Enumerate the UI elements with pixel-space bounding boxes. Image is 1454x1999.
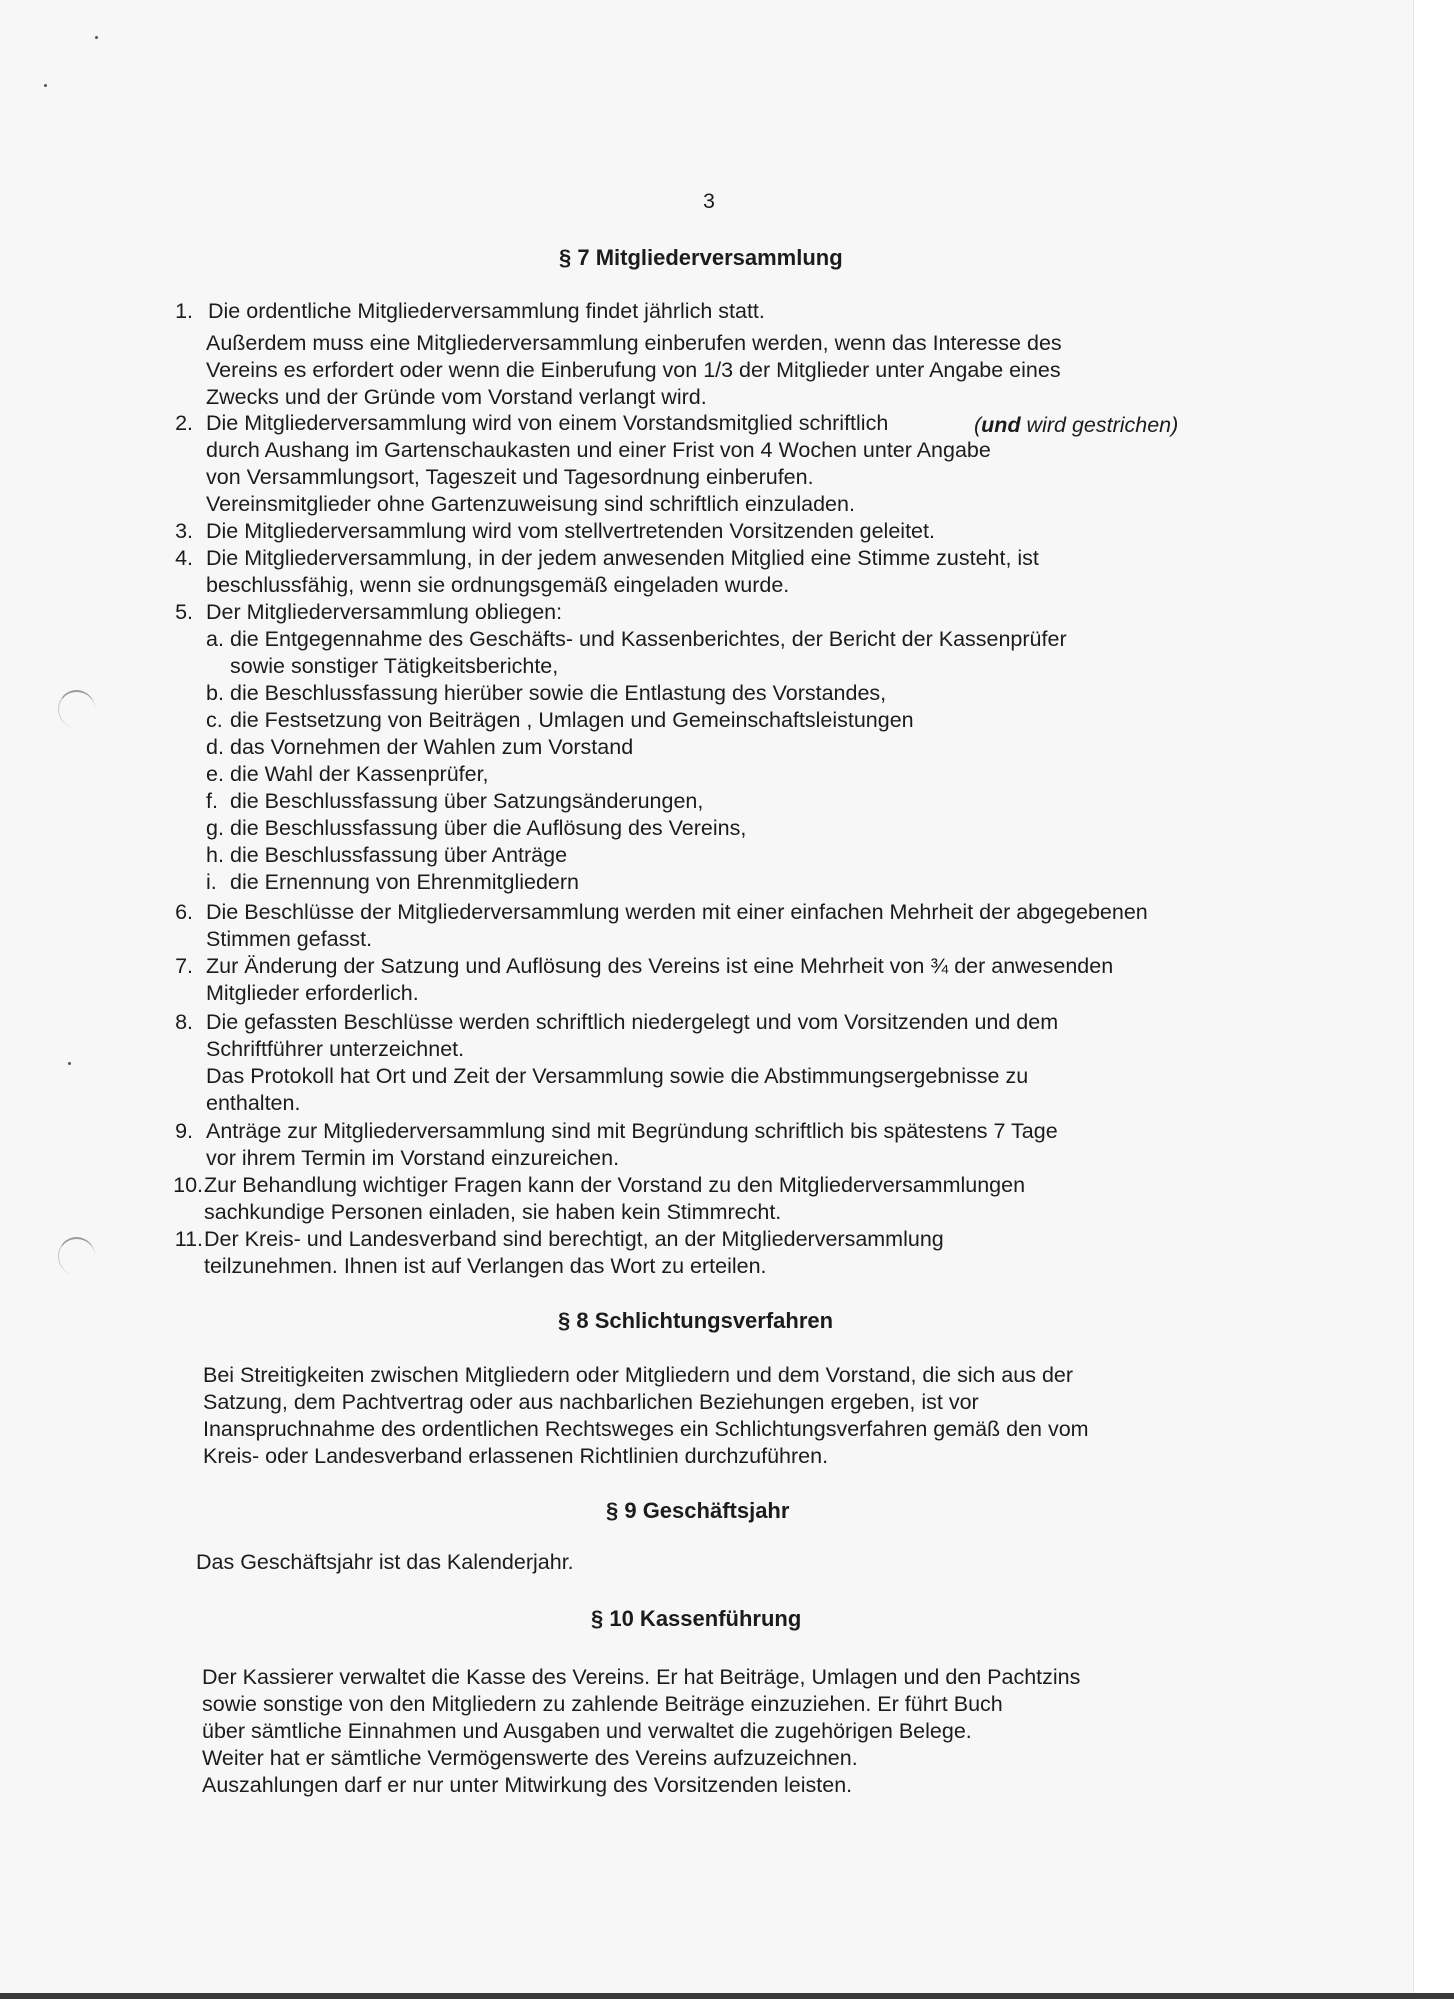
sublist-line: sowie sonstiger Tätigkeitsberichte, xyxy=(230,654,559,678)
paragraph-line: Satzung, dem Pachtvertrag oder aus nachbarlichen Beziehungen ergeben, ist vor xyxy=(203,1390,979,1414)
list-item-line: Die Mitgliederversammlung, in der jedem anwesenden Mitglied eine Stimme zusteht, ist xyxy=(206,546,1039,570)
paragraph-line: Auszahlungen darf er nur unter Mitwirkung des Vorsitzenden leisten. xyxy=(202,1773,853,1797)
list-number: 3. xyxy=(175,519,193,543)
sublist-line: die Beschlussfassung hierüber sowie die Entlastung des Vorstandes, xyxy=(230,681,887,705)
list-number: 1. xyxy=(175,299,193,323)
list-item-line: Außerdem muss eine Mitgliederversammlung einberufen werden, wenn das Interesse des xyxy=(206,331,1062,355)
list-item-line: Die Mitgliederversammlung wird von einem Vorstandsmitglied schriftlich xyxy=(206,411,889,435)
list-number: 6. xyxy=(175,900,193,924)
list-item-line: Vereinsmitglieder ohne Gartenzuweisung sind schriftlich einzuladen. xyxy=(206,492,855,516)
paragraph-line: Bei Streitigkeiten zwischen Mitgliedern oder Mitgliedern und dem Vorstand, die sich aus der xyxy=(203,1363,1074,1387)
list-item-line: Die Mitgliederversammlung wird vom stellvertretenden Vorsitzenden geleitet. xyxy=(206,519,935,543)
list-item-line: Vereins es erfordert oder wenn die Einberufung von 1/3 der Mitglieder unter Angabe eines xyxy=(206,358,1061,382)
list-item-line: teilzunehmen. Ihnen ist auf Verlangen das Wort zu erteilen. xyxy=(204,1254,767,1278)
sublist-line: die Festsetzung von Beiträgen , Umlagen und Gemeinschaftsleistungen xyxy=(230,708,914,732)
paragraph-line: Der Kassierer verwaltet die Kasse des Vereins. Er hat Beiträge, Umlagen und den Pachtzins xyxy=(202,1665,1081,1689)
list-item-line: Die Beschlüsse der Mitgliederversammlung werden mit einer einfachen Mehrheit der abgegebenen xyxy=(206,900,1148,924)
sublist-line: die Entgegennahme des Geschäfts- und Kassenberichtes, der Bericht der Kassenprüfer xyxy=(230,627,1067,651)
list-number: 5. xyxy=(175,600,193,624)
sublist-letter: a. xyxy=(206,627,224,651)
list-item-line: vor ihrem Termin im Vorstand einzureichen. xyxy=(206,1146,620,1170)
page-number: 3 xyxy=(703,189,715,213)
list-number: 7. xyxy=(175,954,193,978)
list-item-line: Die ordentliche Mitgliederversammlung findet jährlich statt. xyxy=(208,299,765,323)
sublist-letter: c. xyxy=(206,708,223,732)
list-item-line: Anträge zur Mitgliederversammlung sind mit Begründung schriftlich bis spätestens 7 Tage xyxy=(206,1119,1058,1143)
section-heading: § 10 Kassenführung xyxy=(591,1606,802,1631)
list-item-line: Der Mitgliederversammlung obliegen: xyxy=(206,600,563,624)
scan-edge xyxy=(1413,0,1454,1999)
section-heading: § 7 Mitgliederversammlung xyxy=(559,245,843,270)
list-item-line: Zur Änderung der Satzung und Auflösung des Vereins ist eine Mehrheit von ¾ der anwesenden xyxy=(206,954,1114,978)
list-item-line: Die gefassten Beschlüsse werden schriftlich niedergelegt und vom Vorsitzenden und dem xyxy=(206,1010,1059,1034)
paragraph-line: Kreis- oder Landesverband erlassenen Richtlinien durchzuführen. xyxy=(203,1444,829,1468)
sublist-line: die Beschlussfassung über Anträge xyxy=(230,843,568,867)
list-number: 10. xyxy=(173,1173,203,1197)
list-item-line: enthalten. xyxy=(206,1091,301,1115)
sublist-line: die Wahl der Kassenprüfer, xyxy=(230,762,489,786)
list-item-line: von Versammlungsort, Tageszeit und Tagesordnung einberufen. xyxy=(206,465,814,489)
list-number: 8. xyxy=(175,1010,193,1034)
punch-hole-mark xyxy=(58,690,95,728)
sublist-line: das Vornehmen der Wahlen zum Vorstand xyxy=(230,735,634,759)
sublist-letter: b. xyxy=(206,681,224,705)
paragraph-line: Weiter hat er sämtliche Vermögenswerte des Vereins aufzuzeichnen. xyxy=(202,1746,858,1770)
list-number: 9. xyxy=(175,1119,193,1143)
list-item-line: durch Aushang im Gartenschaukasten und einer Frist von 4 Wochen unter Angabe xyxy=(206,438,991,462)
sublist-line: die Beschlussfassung über Satzungsänderungen, xyxy=(230,789,704,813)
scan-border xyxy=(0,1993,1454,1999)
paragraph-line: sowie sonstige von den Mitgliedern zu zahlende Beiträge einzuziehen. Er führt Buch xyxy=(202,1692,1003,1716)
sublist-line: die Beschlussfassung über die Auflösung des Vereins, xyxy=(230,816,747,840)
sublist-letter: d. xyxy=(206,735,224,759)
sublist-line: die Ernennung von Ehrenmitgliedern xyxy=(230,870,580,894)
list-item-line: Mitglieder erforderlich. xyxy=(206,981,419,1005)
list-number: 2. xyxy=(175,411,193,435)
sublist-letter: i. xyxy=(206,870,217,894)
punch-hole-mark xyxy=(58,1237,95,1275)
sublist-letter: f. xyxy=(206,789,218,813)
list-item-line: Schriftführer unterzeichnet. xyxy=(206,1037,465,1061)
list-item-line: Das Protokoll hat Ort und Zeit der Versammlung sowie die Abstimmungsergebnisse zu xyxy=(206,1064,1029,1088)
scan-speck xyxy=(68,1062,71,1065)
paragraph-line: Das Geschäftsjahr ist das Kalenderjahr. xyxy=(196,1550,574,1574)
scan-speck xyxy=(44,84,47,87)
list-item-line: Der Kreis- und Landesverband sind berechtigt, an der Mitgliederversammlung xyxy=(204,1227,944,1251)
sublist-letter: g. xyxy=(206,816,224,840)
list-item-line: Zur Behandlung wichtiger Fragen kann der Vorstand zu den Mitgliederversammlungen xyxy=(204,1173,1026,1197)
list-item-line: Zwecks und der Gründe vom Vorstand verlangt wird. xyxy=(206,385,707,409)
sublist-letter: e. xyxy=(206,762,224,786)
paragraph-line: über sämtliche Einnahmen und Ausgaben und verwaltet die zugehörigen Belege. xyxy=(202,1719,972,1743)
list-item-line: beschlussfähig, wenn sie ordnungsgemäß eingeladen wurde. xyxy=(206,573,790,597)
section-heading: § 8 Schlichtungsverfahren xyxy=(558,1308,834,1333)
list-number: 4. xyxy=(175,546,193,570)
list-item-line: Stimmen gefasst. xyxy=(206,927,373,951)
list-number: 11. xyxy=(174,1227,203,1251)
scan-speck xyxy=(95,36,98,39)
paragraph-line: Inanspruchnahme des ordentlichen Rechtsweges ein Schlichtungsverfahren gemäß den vom xyxy=(203,1417,1089,1441)
handwritten-annotation: (und wird gestrichen) xyxy=(974,413,1179,437)
section-heading: § 9 Geschäftsjahr xyxy=(606,1498,790,1523)
sublist-letter: h. xyxy=(206,843,224,867)
list-item-line: sachkundige Personen einladen, sie haben kein Stimmrecht. xyxy=(204,1200,782,1224)
